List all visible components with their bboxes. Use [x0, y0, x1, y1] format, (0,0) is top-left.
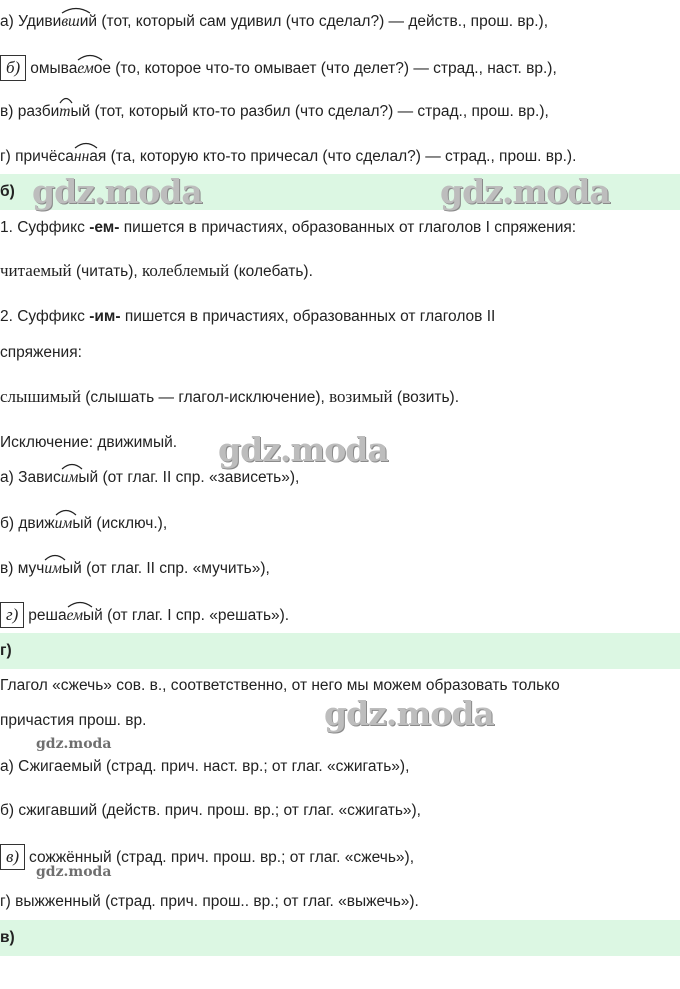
option-a-line: а) Завис имый (от глаг. II спр. «зависеть»), — [0, 467, 299, 489]
suffix-arc-icon — [61, 462, 83, 470]
option-b-line: б) сжигавший (действ. прич. прош. вр.; от глаг. «сжигать»), — [0, 802, 421, 819]
intro-line-2: причастия прош. вр. — [0, 712, 147, 729]
exception-line: Исключение: движимый. — [0, 434, 178, 451]
option-v-line: в) сожжённый (страд. прич. прош. вр.; от глаг. «сжечь»), — [0, 844, 414, 870]
examples-1: читаемый (читать), колеблемый (колебать). — [0, 261, 313, 280]
option-g-line: г) выжженный (страд. прич. прош.. вр.; от глаг. «выжечь»). — [0, 893, 419, 910]
watermark: gdz.moda — [440, 172, 610, 211]
answer-box: б) — [0, 55, 26, 81]
option-g-line: г) причёса нная (та, которую кто-то причесал (что сделал?) — страд., прош. вр.). — [0, 146, 576, 168]
option-a-line: а) Удиви вший (тот, который сам удивил (что сделал?) — действ., прош. вр.), — [0, 11, 548, 33]
suffix-arc-icon — [55, 508, 77, 516]
watermark-small: gdz.moda — [36, 864, 112, 880]
answer-band: б) — [0, 174, 680, 210]
suffix-arc-icon — [44, 553, 66, 561]
suffix-mark: нн — [74, 146, 89, 168]
answer-box: г) — [0, 602, 24, 628]
rule-2-cont: спряжения: — [0, 344, 82, 361]
suffix-mark: им — [55, 513, 73, 535]
rule-1: 1. Суффикс -ем- пишется в причастиях, образованных от глаголов I спряжения: — [0, 219, 577, 236]
rule-2: 2. Суффикс -им- пишется в причастиях, образованных от глаголов II — [0, 308, 496, 325]
watermark: gdz.moda — [218, 430, 388, 469]
watermark: gdz.moda — [324, 694, 494, 733]
suffix-mark: им — [61, 467, 79, 489]
option-b-line: б) движ имый (исключ.), — [0, 513, 167, 535]
answer-box: в) — [0, 844, 25, 870]
suffix-mark: им — [44, 558, 62, 580]
suffix-arc-icon — [67, 600, 93, 608]
option-v-line: в) муч имый (от глаг. II спр. «мучить»), — [0, 558, 270, 580]
suffix-mark: т — [59, 101, 70, 123]
answer-band: в) — [0, 920, 680, 956]
watermark-small: gdz.moda — [36, 736, 112, 752]
option-b-line: б) омыва емое (то, которое что-то омывает (что делет?) — страд., наст. вр.), — [0, 55, 557, 81]
suffix-arc-icon — [61, 6, 91, 14]
suffix-mark: вш — [61, 11, 79, 33]
answer-band: г) — [0, 633, 680, 669]
option-a-line: а) Сжигаемый (страд. прич. наст. вр.; от глаг. «сжигать»), — [0, 758, 410, 775]
suffix-mark: ем — [67, 605, 83, 627]
intro-line: Глагол «сжечь» сов. в., соответственно, от него мы можем образовать только — [0, 677, 560, 694]
option-v-line: в) разби тый (тот, который кто-то разбил (что сделал?) — страд., прош. вр.), — [0, 101, 549, 123]
suffix-arc-icon — [77, 53, 103, 61]
examples-2: слышимый (слышать — глагол-исключение), возимый (возить). — [0, 387, 460, 406]
watermark: gdz.moda — [32, 172, 202, 211]
option-g-line: г) реша емый (от глаг. I спр. «решать»). — [0, 602, 289, 628]
suffix-mark: ем — [77, 58, 93, 80]
suffix-arc-icon — [59, 96, 73, 104]
suffix-arc-icon — [74, 141, 98, 149]
